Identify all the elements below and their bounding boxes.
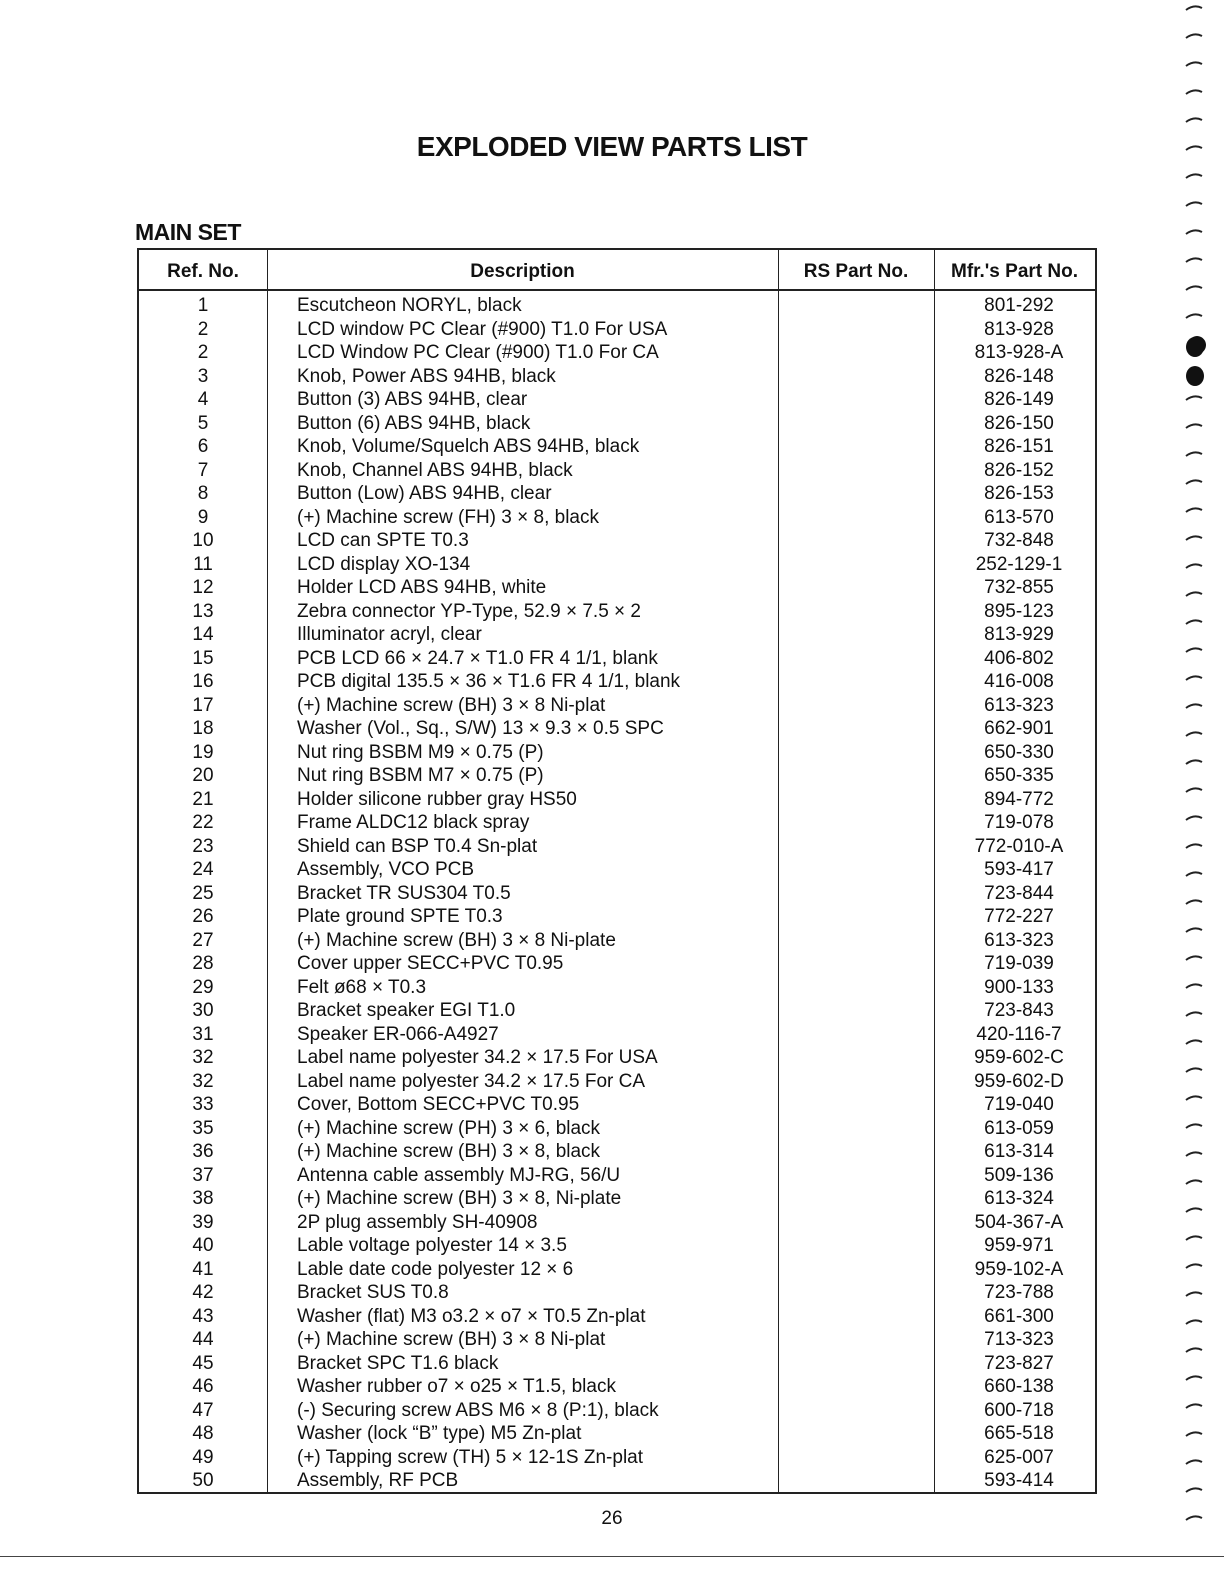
ref-cell: 36 (192, 1141, 214, 1162)
ref-cell: 40 (192, 1235, 214, 1256)
description-cell: Washer (Vol., Sq., S/W) 13 × 9.3 × 0.5 SPC (297, 718, 664, 739)
description-cell: 2P plug assembly SH-40908 (297, 1211, 538, 1233)
ref-cell: 16 (192, 671, 214, 692)
description-cell: (-) Securing screw ABS M6 × 8 (P:1), black (297, 1399, 659, 1421)
table-row (139, 600, 1095, 624)
description-cell: (+) Machine screw (BH) 3 × 8 Ni-plat (297, 694, 606, 716)
table-row (139, 553, 1095, 577)
mfr-part-cell: 732-848 (984, 530, 1054, 551)
mfr-part-cell: 613-570 (984, 506, 1054, 528)
ref-cell: 47 (192, 1399, 214, 1421)
mfr-part-cell: 613-323 (984, 694, 1054, 716)
table-row (139, 1234, 1095, 1258)
table-row (139, 976, 1095, 1000)
parts-table (137, 248, 1097, 1494)
ref-cell: 45 (192, 1352, 214, 1374)
description-cell: Illuminator acryl, clear (297, 624, 482, 645)
table-row (139, 294, 1095, 318)
mfr-part-cell: 509-136 (984, 1164, 1054, 1186)
table-row (139, 482, 1095, 506)
table-row (139, 459, 1095, 483)
mfr-part-cell: 650-335 (984, 765, 1054, 786)
header-rs-part: RS Part No. (803, 261, 909, 282)
mfr-part-cell: 625-007 (984, 1446, 1054, 1468)
ref-cell: 43 (192, 1305, 214, 1327)
table-row (139, 1258, 1095, 1282)
ref-cell: 50 (192, 1470, 214, 1491)
mfr-part-cell: 813-929 (984, 624, 1054, 645)
table-row (139, 1117, 1095, 1141)
table-row (139, 1140, 1095, 1164)
mfr-part-cell: 772-010-A (974, 835, 1064, 857)
table-row (139, 623, 1095, 647)
page-title: EXPLODED VIEW PARTS LIST (416, 131, 808, 162)
ref-cell: 4 (197, 389, 209, 410)
mfr-part-cell: 650-330 (984, 741, 1054, 763)
mfr-part-cell: 959-602-C (974, 1047, 1064, 1068)
mfr-part-cell: 713-323 (984, 1329, 1054, 1350)
table-row (139, 1211, 1095, 1235)
mfr-part-cell: 613-323 (984, 929, 1054, 951)
table-header (139, 250, 1095, 291)
table-row (139, 1352, 1095, 1376)
mfr-part-cell: 662-901 (984, 718, 1054, 739)
header-mfr-part: Mfr.'s Part No. (951, 261, 1078, 282)
table-row (139, 1046, 1095, 1070)
ref-cell: 41 (192, 1258, 214, 1280)
ref-cell: 28 (192, 953, 214, 974)
table-row (139, 835, 1095, 859)
description-cell: (+) Tapping screw (TH) 5 × 12-1S Zn-plat (297, 1446, 644, 1468)
ref-cell: 33 (192, 1094, 214, 1115)
description-cell: Speaker ER-066-A4927 (297, 1023, 499, 1045)
description-cell: Label name polyester 34.2 × 17.5 For CA (297, 1070, 646, 1092)
binder-holes-decoration (1180, 0, 1210, 1584)
ref-cell: 48 (192, 1423, 214, 1444)
page-number: 26 (601, 1508, 623, 1529)
mfr-part-cell: 613-314 (984, 1141, 1054, 1162)
table-row (139, 1305, 1095, 1329)
mfr-part-cell: 895-123 (984, 600, 1054, 622)
description-cell: Lable voltage polyester 14 × 3.5 (297, 1235, 567, 1256)
table-row (139, 1281, 1095, 1305)
ref-cell: 32 (192, 1070, 214, 1092)
ref-cell: 31 (192, 1023, 214, 1045)
table-row (139, 318, 1095, 342)
table-row (139, 435, 1095, 459)
mfr-part-cell: 661-300 (984, 1305, 1054, 1327)
mfr-part-cell: 732-855 (984, 577, 1054, 598)
ref-cell: 12 (192, 577, 214, 598)
mfr-part-cell: 719-040 (984, 1094, 1054, 1115)
ref-cell: 19 (192, 741, 214, 763)
description-cell: Bracket speaker EGI T1.0 (297, 1000, 516, 1021)
ref-cell: 14 (192, 624, 214, 645)
mfr-part-cell: 959-971 (984, 1235, 1054, 1256)
description-cell: Bracket SUS T0.8 (297, 1282, 449, 1303)
description-cell: (+) Machine screw (BH) 3 × 8 Ni-plat (297, 1329, 606, 1350)
description-cell: Cover, Bottom SECC+PVC T0.95 (297, 1094, 580, 1115)
mfr-part-cell: 826-148 (984, 365, 1054, 387)
table-row (139, 1023, 1095, 1047)
mfr-part-cell: 826-152 (984, 459, 1054, 481)
ref-cell: 37 (192, 1164, 214, 1186)
ref-cell: 26 (192, 906, 214, 927)
ref-cell: 2 (197, 318, 209, 340)
ref-cell: 8 (197, 483, 209, 504)
description-cell: Washer (flat) M3 o3.2 × o7 × T0.5 Zn-plat (297, 1305, 646, 1327)
description-cell: Holder LCD ABS 94HB, white (297, 577, 547, 598)
mfr-part-cell: 723-827 (984, 1352, 1054, 1374)
description-cell: Cover upper SECC+PVC T0.95 (297, 953, 564, 974)
ref-cell: 23 (192, 835, 214, 857)
description-cell: Button (Low) ABS 94HB, clear (297, 483, 552, 504)
description-cell: Knob, Power ABS 94HB, black (297, 365, 556, 387)
table-row (139, 929, 1095, 953)
description-cell: Escutcheon NORYL, black (297, 295, 522, 316)
mfr-part-cell: 826-151 (984, 436, 1054, 457)
ref-cell: 38 (192, 1188, 214, 1209)
mfr-part-cell: 252-129-1 (975, 553, 1063, 575)
mfr-part-cell: 504-367-A (974, 1211, 1064, 1233)
ref-cell: 18 (192, 718, 214, 739)
mfr-part-cell: 900-133 (984, 976, 1054, 998)
mfr-part-cell: 801-292 (984, 295, 1054, 316)
table-row (139, 1093, 1095, 1117)
ref-cell: 2 (197, 342, 209, 363)
description-cell: Frame ALDC12 black spray (297, 812, 530, 833)
bottom-rule (0, 1556, 1224, 1557)
mfr-part-cell: 813-928 (984, 318, 1054, 340)
table-row (139, 365, 1095, 389)
table-row (139, 999, 1095, 1023)
description-cell: Assembly, VCO PCB (297, 859, 475, 880)
description-cell: Label name polyester 34.2 × 17.5 For USA (297, 1047, 658, 1068)
ref-cell: 1 (197, 295, 209, 316)
mfr-part-cell: 719-078 (984, 812, 1054, 833)
table-row (139, 1469, 1095, 1493)
ref-cell: 44 (192, 1329, 214, 1350)
mfr-part-cell: 660-138 (984, 1376, 1054, 1397)
description-cell: Washer (lock “B” type) M5 Zn-plat (297, 1423, 582, 1444)
description-cell: (+) Machine screw (PH) 3 × 6, black (297, 1117, 601, 1139)
description-cell: Felt ø68 × T0.3 (297, 976, 427, 998)
table-row (139, 1422, 1095, 1446)
description-cell: Nut ring BSBM M7 × 0.75 (P) (297, 765, 544, 786)
header-ref: Ref. No. (167, 261, 239, 282)
description-cell: Assembly, RF PCB (297, 1470, 459, 1491)
ref-cell: 22 (192, 812, 214, 833)
table-row (139, 905, 1095, 929)
description-cell: PCB digital 135.5 × 36 × T1.6 FR 4 1/1, blank (297, 671, 681, 692)
table-row (139, 576, 1095, 600)
mfr-part-cell: 719-039 (984, 953, 1054, 974)
ref-cell: 29 (192, 976, 214, 998)
mfr-part-cell: 826-150 (984, 412, 1054, 434)
ref-cell: 6 (197, 436, 209, 457)
header-description: Description (470, 261, 575, 282)
table-row (139, 882, 1095, 906)
mfr-part-cell: 723-844 (984, 882, 1054, 904)
mfr-part-cell: 894-772 (984, 788, 1054, 810)
ref-cell: 15 (192, 647, 214, 669)
description-cell: (+) Machine screw (FH) 3 × 8, black (297, 506, 599, 528)
table-row (139, 1328, 1095, 1352)
mfr-part-cell: 826-153 (984, 483, 1054, 504)
description-cell: (+) Machine screw (BH) 3 × 8 Ni-plate (297, 929, 616, 951)
table-row (139, 670, 1095, 694)
description-cell: Button (3) ABS 94HB, clear (297, 389, 528, 410)
ref-cell: 42 (192, 1282, 214, 1303)
ref-cell: 32 (192, 1047, 214, 1068)
mfr-part-cell: 959-102-A (974, 1258, 1064, 1280)
section-title: MAIN SET (135, 219, 241, 245)
table-row (139, 788, 1095, 812)
table-row (139, 764, 1095, 788)
table-row (139, 1164, 1095, 1188)
description-cell: Zebra connector YP-Type, 52.9 × 7.5 × 2 (297, 600, 641, 622)
ref-cell: 13 (192, 600, 214, 622)
mfr-part-cell: 665-518 (984, 1423, 1054, 1444)
description-cell: (+) Machine screw (BH) 3 × 8, black (297, 1141, 601, 1162)
mfr-part-cell: 593-417 (984, 859, 1054, 880)
ref-cell: 17 (192, 694, 214, 716)
table-row (139, 647, 1095, 671)
description-cell: Washer rubber o7 × o25 × T1.5, black (297, 1376, 616, 1397)
table-row (139, 952, 1095, 976)
table-row (139, 1375, 1095, 1399)
ref-cell: 39 (192, 1211, 214, 1233)
description-cell: LCD Window PC Clear (#900) T1.0 For CA (297, 342, 659, 363)
mfr-part-cell: 416-008 (984, 671, 1054, 692)
description-cell: Knob, Channel ABS 94HB, black (297, 459, 573, 481)
table-row (139, 1399, 1095, 1423)
description-cell: Knob, Volume/Squelch ABS 94HB, black (297, 436, 640, 457)
mfr-part-cell: 723-843 (984, 1000, 1054, 1021)
description-cell: PCB LCD 66 × 24.7 × T1.0 FR 4 1/1, blank (297, 647, 658, 669)
ref-cell: 7 (197, 459, 209, 481)
table-row (139, 1446, 1095, 1470)
table-row (139, 412, 1095, 436)
description-cell: Button (6) ABS 94HB, black (297, 412, 531, 434)
table-row (139, 811, 1095, 835)
mfr-part-cell: 813-928-A (974, 342, 1064, 363)
description-cell: Bracket TR SUS304 T0.5 (297, 882, 511, 904)
ref-cell: 20 (192, 765, 214, 786)
description-cell: LCD display XO-134 (297, 553, 471, 575)
table-row (139, 341, 1095, 365)
table-row (139, 1070, 1095, 1094)
ref-cell: 21 (192, 788, 214, 810)
mfr-part-cell: 406-802 (984, 647, 1054, 669)
mfr-part-cell: 613-324 (984, 1188, 1054, 1209)
mfr-part-cell: 826-149 (984, 389, 1054, 410)
description-cell: Lable date code polyester 12 × 6 (297, 1258, 574, 1280)
description-cell: LCD can SPTE T0.3 (297, 530, 469, 551)
ref-cell: 49 (192, 1446, 214, 1468)
ref-cell: 9 (197, 506, 209, 528)
mfr-part-cell: 593-414 (984, 1470, 1054, 1491)
mfr-part-cell: 723-788 (984, 1282, 1054, 1303)
ref-cell: 35 (192, 1117, 214, 1139)
table-row (139, 506, 1095, 530)
ref-cell: 27 (192, 929, 214, 951)
table-row (139, 1187, 1095, 1211)
mfr-part-cell: 613-059 (984, 1117, 1054, 1139)
description-cell: LCD window PC Clear (#900) T1.0 For USA (297, 318, 668, 340)
ref-cell: 11 (193, 553, 213, 575)
ref-cell: 46 (192, 1376, 214, 1397)
ref-cell: 10 (192, 530, 214, 551)
table-row (139, 741, 1095, 765)
ref-cell: 25 (192, 882, 214, 904)
description-cell: Bracket SPC T1.6 black (297, 1352, 499, 1374)
mfr-part-cell: 420-116-7 (976, 1023, 1062, 1045)
table-row (139, 717, 1095, 741)
description-cell: Shield can BSP T0.4 Sn-plat (297, 835, 538, 857)
description-cell: Nut ring BSBM M9 × 0.75 (P) (297, 741, 544, 763)
table-row (139, 694, 1095, 718)
ref-cell: 3 (197, 365, 209, 387)
mfr-part-cell: 772-227 (984, 906, 1054, 927)
description-cell: Plate ground SPTE T0.3 (297, 906, 503, 927)
ref-cell: 24 (192, 859, 214, 880)
table-row (139, 388, 1095, 412)
ref-cell: 5 (197, 412, 209, 434)
table-body (139, 294, 1095, 1493)
description-cell: (+) Machine screw (BH) 3 × 8, Ni-plate (297, 1188, 622, 1209)
mfr-part-cell: 600-718 (984, 1399, 1054, 1421)
description-cell: Antenna cable assembly MJ-RG, 56/U (297, 1164, 621, 1186)
description-cell: Holder silicone rubber gray HS50 (297, 788, 577, 810)
mfr-part-cell: 959-602-D (974, 1070, 1064, 1092)
table-row (139, 858, 1095, 882)
table-row (139, 529, 1095, 553)
ref-cell: 30 (192, 1000, 214, 1021)
